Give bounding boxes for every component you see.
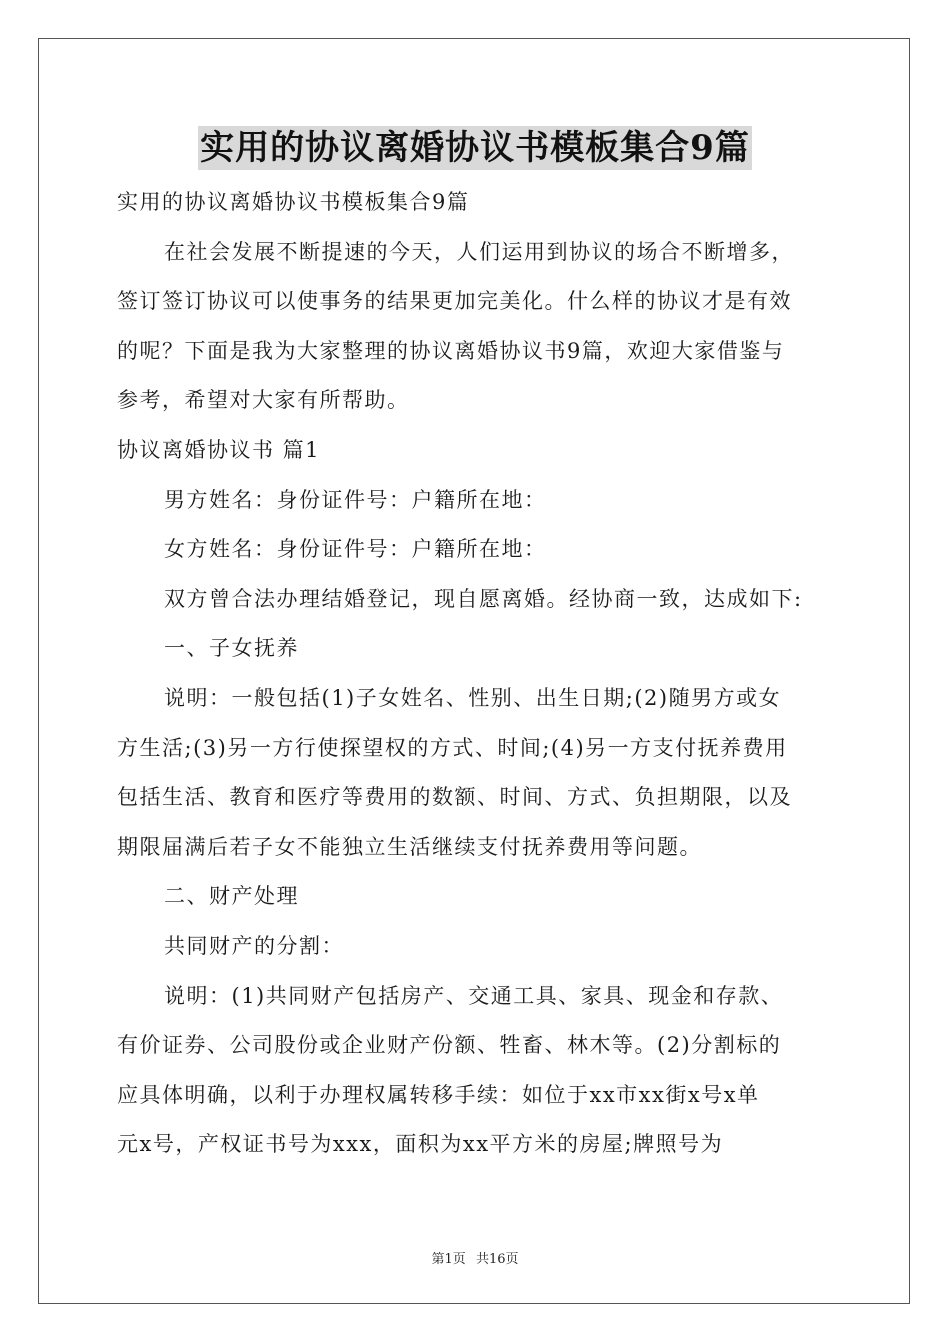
page-number: 第1页: [431, 1252, 466, 1267]
page-total: 共16页: [475, 1252, 519, 1267]
title-wrapper: [0, 126, 950, 170]
text-line: 包括生活、教育和医疗等费用的数额、时间、方式、负担期限，以及: [117, 785, 792, 810]
text-line: 协议离婚协议书 篇1: [117, 437, 321, 462]
text-line: 元x号，产权证书号为xxx，面积为xx平方米的房屋;牌照号为: [117, 1132, 724, 1157]
text-line: 应具体明确，以利于办理权属转移手续：如位于xx市xx街x号x单: [117, 1082, 760, 1107]
text-line: 男方姓名：身份证件号：户籍所在地：: [164, 487, 547, 512]
text-line: 二、财产处理: [164, 884, 299, 909]
text-line: 的呢？下面是我为大家整理的协议离婚协议书9篇，欢迎大家借鉴与: [117, 338, 785, 363]
text-line: 双方曾合法办理结婚登记，现自愿离婚。经协商一致，达成如下:: [164, 586, 803, 611]
text-line: 方生活;(3)另一方行使探望权的方式、时间;(4)另一方支付抚养费用: [117, 735, 788, 760]
page-footer: [0, 1248, 950, 1267]
text-line: 一、子女抚养: [164, 636, 299, 661]
text-line: 女方姓名：身份证件号：户籍所在地：: [164, 537, 547, 562]
text-line: 参考，希望对大家有所帮助。: [117, 388, 410, 413]
text-line: 在社会发展不断提速的今天，人们运用到协议的场合不断增多，: [164, 239, 794, 264]
text-line: 说明：一般包括(1)子女姓名、性别、出生日期;(2)随男方或女: [164, 685, 782, 710]
text-line: 签订签订协议可以使事务的结果更加完美化。什么样的协议才是有效: [117, 289, 792, 314]
document-body: [117, 178, 837, 1170]
text-line: 说明：(1)共同财产包括房产、交通工具、家具、现金和存款、: [164, 983, 784, 1008]
document-title: 实用的协议离婚协议书模板集合9篇: [200, 128, 750, 168]
text-line: 有价证券、公司股份或企业财产份额、牲畜、林木等。(2)分割标的: [117, 1033, 782, 1058]
text-line: 期限届满后若子女不能独立生活继续支付抚养费用等问题。: [117, 834, 702, 859]
text-line: 共同财产的分割：: [164, 933, 344, 958]
text-line: 实用的协议离婚协议书模板集合9篇: [117, 190, 470, 214]
